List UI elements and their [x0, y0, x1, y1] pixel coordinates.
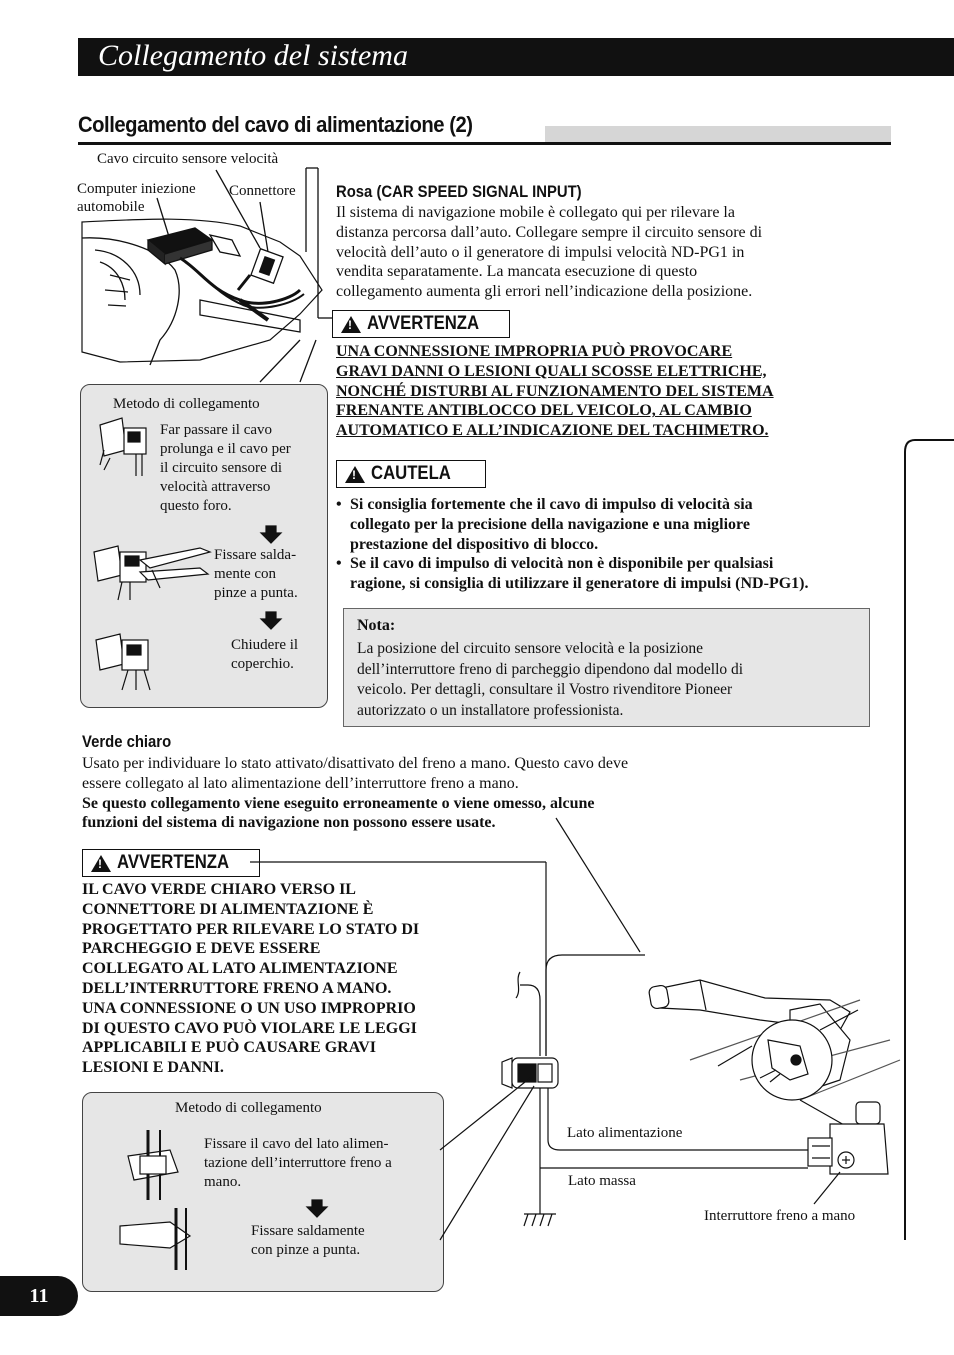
- note-line: La posizione del circuito sensore velocità e la posizione: [357, 640, 704, 657]
- method1-step2-line: pinze a punta.: [214, 585, 298, 601]
- warning1-line: UNA CONNESSIONE IMPROPRIA PUÒ PROVOCARE: [336, 343, 733, 360]
- method1-step1-line: prolunga e il cavo per: [160, 441, 291, 457]
- warning1-line: GRAVI DANNI O LESIONI QUALI SCOSSE ELETTRICHE,: [336, 362, 767, 380]
- label-power-side: Lato alimentazione: [567, 1125, 683, 1141]
- warning1-label: AVVERTENZA: [367, 313, 480, 334]
- verde-line: Usato per individuare lo stato attivato/disattivato del freno a mano. Questo cavo deve: [82, 755, 629, 772]
- method2-step1-line: tazione dell’interruttore freno a: [204, 1155, 392, 1171]
- label-computer-line2: automobile: [77, 199, 145, 215]
- warning2-line: CONNETTORE DI ALIMENTAZIONE È: [82, 900, 374, 918]
- page-number: 11: [0, 1276, 78, 1316]
- rosa-line: velocità dell’auto o il generatore di impulsi velocità ND-PG1 in: [336, 243, 745, 261]
- note-title: Nota:: [357, 617, 396, 634]
- caution-bullet1-line: collegato per la precisione della navigazione e una migliore: [350, 515, 750, 533]
- warning2-line: PARCHEGGIO E DEVE ESSERE: [82, 940, 321, 958]
- warning2-line: IL CAVO VERDE CHIARO VERSO IL: [82, 881, 356, 898]
- warning2-line: LESIONI E DANNI.: [82, 1059, 224, 1077]
- warning1-line: NONCHÉ DISTURBI AL FUNZIONAMENTO DEL SISTEMA: [336, 382, 774, 400]
- note-line: autorizzato o un installatore professionista.: [357, 701, 624, 719]
- rosa-line: vendita separatamente. La mancata esecuzione di questo: [336, 263, 698, 281]
- warning2-line: UNA CONNESSIONE O UN USO IMPROPRIO: [82, 999, 416, 1017]
- verde-heading: Verde chiaro: [82, 733, 172, 751]
- bullet-dot: •: [336, 496, 342, 513]
- method1-step1-line: questo foro.: [160, 498, 232, 514]
- label-speed-sensor: Cavo circuito sensore velocità: [97, 151, 279, 167]
- bullet-dot: •: [336, 555, 342, 573]
- note-line: veicolo. Per dettagli, consultare il Vostro rivenditore Pioneer: [357, 681, 733, 698]
- rosa-line: collegamento aumenta gli errori nell’indicazione della posizione.: [336, 283, 753, 301]
- warning2-label: AVVERTENZA: [117, 852, 230, 873]
- method1-step2-line: mente con: [214, 566, 277, 582]
- caution-bullet2-line: ragione, si consiglia di utilizzare il generatore di impulsi (ND-PG1).: [350, 575, 809, 593]
- rosa-heading: Rosa (CAR SPEED SIGNAL INPUT): [336, 183, 582, 201]
- method2-step1-line: mano.: [204, 1174, 242, 1190]
- method1-step1-line: velocità attraverso: [160, 479, 271, 495]
- note-line: dell’interruttore freno di parcheggio dipendono dal modello di: [357, 660, 744, 678]
- label-connector: Connettore: [229, 183, 296, 199]
- warning2-line: PROGETTATO PER RILEVARE LO STATO DI: [82, 920, 420, 938]
- page-header-title: Collegamento del sistema: [98, 39, 408, 72]
- warning2-line: APPLICABILI E PUÒ CAUSARE GRAVI: [82, 1039, 376, 1057]
- caution-bullet2-line: Se il cavo di impulso di velocità non è disponibile per qualsiasi: [350, 555, 774, 573]
- method1-step1-line: il circuito sensore di: [160, 460, 283, 476]
- method1-step3-line: Chiudere il: [231, 637, 299, 653]
- warning2-line: DI QUESTO CAVO PUÒ VIOLARE LE LEGGI: [82, 1019, 417, 1037]
- caution-label: CAUTELA: [371, 463, 451, 484]
- verde-bold-line: funzioni del sistema di navigazione non possono essere usate.: [82, 814, 496, 832]
- warning2-line: COLLEGATO AL LATO ALIMENTAZIONE: [82, 960, 398, 978]
- method2-step1-line: Fissare il cavo del lato alimen-: [204, 1136, 389, 1152]
- method2-title: Metodo di collegamento: [175, 1100, 322, 1116]
- section-title: Collegamento del cavo di alimentazione (2): [78, 112, 473, 137]
- label-handbrake-switch: Interruttore freno a mano: [704, 1208, 856, 1224]
- warning1-line: AUTOMATICO E ALL’INDICAZIONE DEL TACHIMETRO.: [336, 422, 769, 440]
- verde-bold-line: Se questo collegamento viene eseguito erroneamente o viene omesso, alcune: [82, 794, 595, 812]
- method2-step2-line: con pinze a punta.: [251, 1242, 361, 1258]
- warning1-line: FRENANTE ANTIBLOCCO DEL VEICOLO, AL CAMBIO: [336, 402, 752, 420]
- rosa-line: Il sistema di navigazione mobile è collegato qui per rilevare la: [336, 204, 735, 221]
- label-computer-line1: Computer iniezione: [77, 181, 196, 197]
- method1-step3-line: coperchio.: [231, 656, 294, 672]
- method2-step2-line: Fissare saldamente: [251, 1223, 365, 1239]
- warning2-line: DELL’INTERRUTTORE FRENO A MANO.: [82, 979, 392, 997]
- caution-bullet1-line: prestazione del dispositivo di blocco.: [350, 535, 599, 553]
- verde-line: essere collegato al lato alimentazione dell’interruttore freno a mano.: [82, 774, 519, 792]
- label-ground-side: Lato massa: [568, 1173, 636, 1189]
- method1-title: Metodo di collegamento: [113, 396, 260, 412]
- caution-bullet1-line: Si consiglia fortemente che il cavo di impulso di velocità sia: [350, 496, 753, 513]
- method1-step2-line: Fissare salda-: [214, 547, 297, 563]
- rosa-line: distanza percorsa dall’auto. Collegare sempre il circuito sensore di: [336, 223, 763, 241]
- method1-step1-line: Far passare il cavo: [160, 422, 273, 438]
